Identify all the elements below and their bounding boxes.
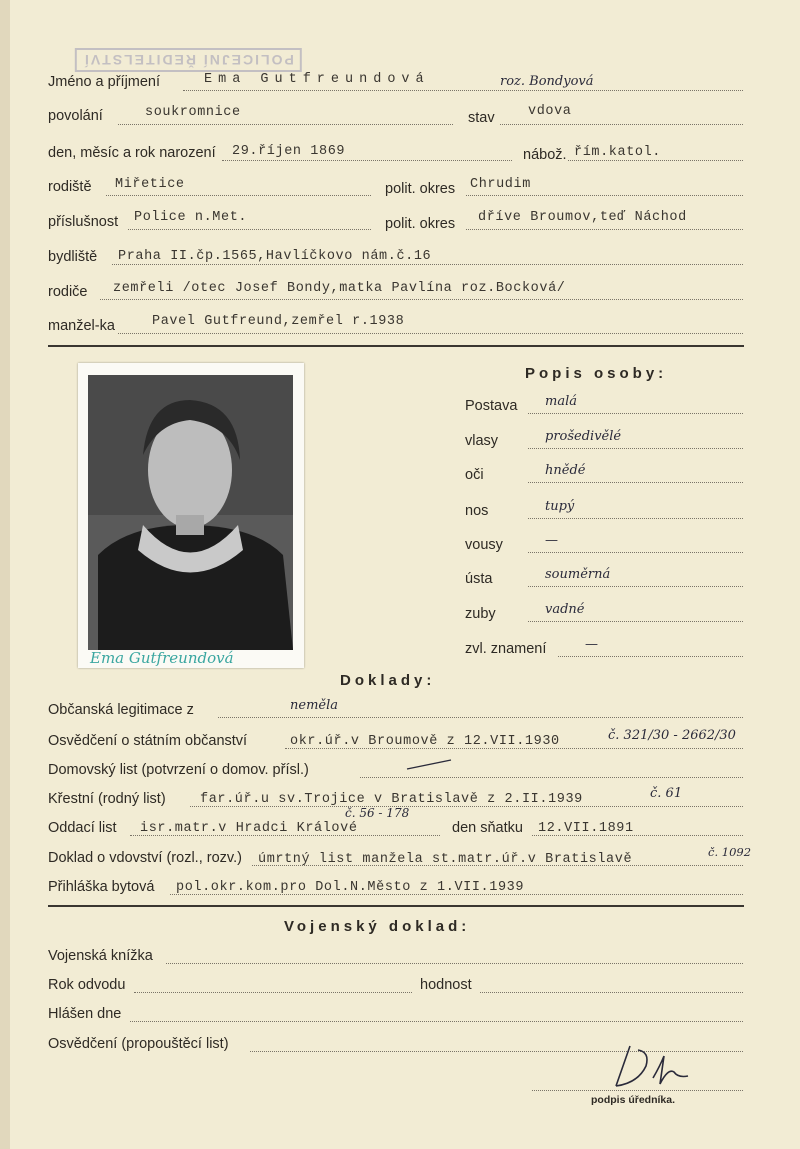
spouse-label: manžel-ka [48, 318, 115, 334]
domicile-district-line [466, 229, 743, 230]
popis-label-0: Postava [465, 398, 518, 414]
widowhood-value: úmrtný list manžela st.matr.úř.v Bratislavě [258, 852, 633, 867]
parents-line [100, 299, 743, 300]
popis-value-7: — [585, 637, 598, 652]
name-line [183, 90, 743, 91]
signature-line [532, 1090, 743, 1091]
reported-line [130, 1021, 743, 1022]
popis-value-0: malá [545, 394, 577, 409]
birthplace-district-value: Chrudim [470, 177, 531, 192]
residence-label: bydliště [48, 249, 98, 265]
paper-edge [0, 0, 10, 1149]
popis-value-1: prošedivělé [545, 429, 622, 444]
photo-signature: Ema Gutfreundová [90, 649, 234, 667]
popis-line-3 [528, 518, 743, 519]
birthplace-line [106, 195, 371, 196]
baptism-handwritten: č. 61 [650, 786, 683, 801]
name-label: Jméno a příjmení [48, 74, 161, 90]
popis-label-4: vousy [465, 537, 503, 553]
draft-year-label: Rok odvodu [48, 977, 126, 993]
domicile-right-label: příslušnost [48, 214, 119, 230]
popis-line-0 [528, 413, 743, 414]
birthplace-district-line [466, 195, 743, 196]
baptism-value: far.úř.u sv.Trojice v Bratislavě z 2.II.1939 [200, 792, 583, 807]
domovsky-label: Domovský list (potvrzení o domov. přísl.) [48, 762, 309, 778]
popis-line-7 [558, 656, 743, 657]
stamp-watermark: POLICEJNÍ ŘEDITELSTVÍ [75, 48, 302, 72]
occupation-label: povolání [48, 108, 103, 124]
status-line [500, 124, 743, 125]
popis-label-3: nos [465, 503, 489, 519]
popis-line-6 [528, 621, 743, 622]
military-book-line [166, 963, 743, 964]
domovsky-dash [405, 757, 455, 771]
status-value: vdova [528, 104, 572, 119]
housing-label: Přihláška bytová [48, 879, 155, 895]
domicile-district-label: polit. okres [385, 216, 456, 232]
residence-value: Praha II.čp.1565,Havlíčkovo nám.č.16 [118, 249, 432, 264]
domicile-right-line [128, 229, 371, 230]
popis-heading: Popis osoby: [525, 365, 668, 382]
doklady-heading: Doklady: [340, 672, 436, 689]
section-rule-2 [48, 905, 744, 907]
birth-value: 29.říjen 1869 [232, 144, 346, 159]
military-heading: Vojenský doklad: [284, 918, 471, 935]
discharge-label: Osvědčení (propouštěcí list) [48, 1036, 229, 1052]
photo-card [78, 363, 304, 668]
citizenship-handwritten: č. 321/30 - 2662/30 [608, 728, 736, 743]
domicile-right-value: Police n.Met. [134, 210, 248, 225]
occupation-line [118, 124, 453, 125]
wedding-date-label: den sňatku [452, 820, 523, 836]
birthplace-district-label: polit. okres [385, 181, 456, 197]
domovsky-line [360, 777, 743, 778]
popis-line-2 [528, 482, 743, 483]
religion-value: řím.katol. [574, 145, 662, 160]
military-book-label: Vojenská knížka [48, 948, 153, 964]
popis-label-7: zvl. znamení [465, 641, 547, 657]
popis-value-6: vadné [545, 602, 585, 617]
popis-value-2: hnědé [545, 463, 586, 478]
name-handwritten: roz. Bondyová [500, 74, 594, 89]
birthplace-value: Miřetice [115, 177, 185, 192]
spouse-line [118, 333, 743, 334]
id-card-line [218, 717, 743, 718]
reported-label: Hlášen dne [48, 1006, 122, 1022]
citizenship-label: Osvědčení o státním občanství [48, 733, 248, 749]
draft-year-line [134, 992, 412, 993]
citizenship-value: okr.úř.v Broumově z 12.VII.1930 [290, 734, 560, 749]
residence-line [112, 264, 743, 265]
popis-line-1 [528, 448, 743, 449]
popis-line-5 [528, 586, 743, 587]
birth-line [222, 160, 512, 161]
parents-label: rodiče [48, 284, 88, 300]
religion-label: nábož. [523, 147, 567, 163]
popis-label-1: vlasy [465, 433, 499, 449]
religion-line [568, 160, 743, 161]
popis-label-6: zuby [465, 606, 496, 622]
popis-value-5: souměrná [545, 567, 611, 582]
marriage-register-handwritten: č. 56 - 178 [345, 806, 410, 820]
popis-line-4 [528, 552, 743, 553]
spouse-value: Pavel Gutfreund,zemřel r.1938 [152, 314, 405, 329]
wedding-date-value: 12.VII.1891 [538, 821, 634, 836]
birth-label: den, měsíc a rok narození [48, 145, 216, 161]
id-card-label: Občanská legitimace z [48, 702, 194, 718]
baptism-label: Křestní (rodný list) [48, 791, 166, 807]
popis-value-3: tupý [545, 499, 575, 514]
signature-label: podpis úředníka. [591, 1094, 676, 1106]
rank-line [480, 992, 743, 993]
parents-value: zemřeli /otec Josef Bondy,matka Pavlína roz.Bocková/ [113, 281, 566, 296]
widowhood-handwritten: č. 1092 [708, 845, 752, 859]
id-card-handwritten: neměla [290, 698, 338, 713]
domicile-district-value: dříve Broumov,teď Náchod [478, 210, 687, 225]
marriage-cert-label: Oddací list [48, 820, 117, 836]
popis-label-2: oči [465, 467, 484, 483]
housing-value: pol.okr.kom.pro Dol.N.Město z 1.VII.1939 [176, 880, 525, 895]
portrait-photo [88, 375, 293, 650]
widowhood-label: Doklad o vdovství (rozl., rozv.) [48, 850, 242, 866]
name-value: Ema Gutfreundová [204, 72, 430, 87]
rank-label: hodnost [420, 977, 472, 993]
occupation-value: soukromnice [145, 105, 241, 120]
official-signature [608, 1038, 698, 1090]
marriage-cert-value: isr.matr.v Hradci Králové [140, 821, 358, 836]
popis-value-4: — [545, 533, 558, 548]
status-label: stav [468, 110, 495, 126]
section-rule-1 [48, 345, 744, 347]
popis-label-5: ústa [465, 571, 493, 587]
birthplace-label: rodiště [48, 179, 92, 195]
